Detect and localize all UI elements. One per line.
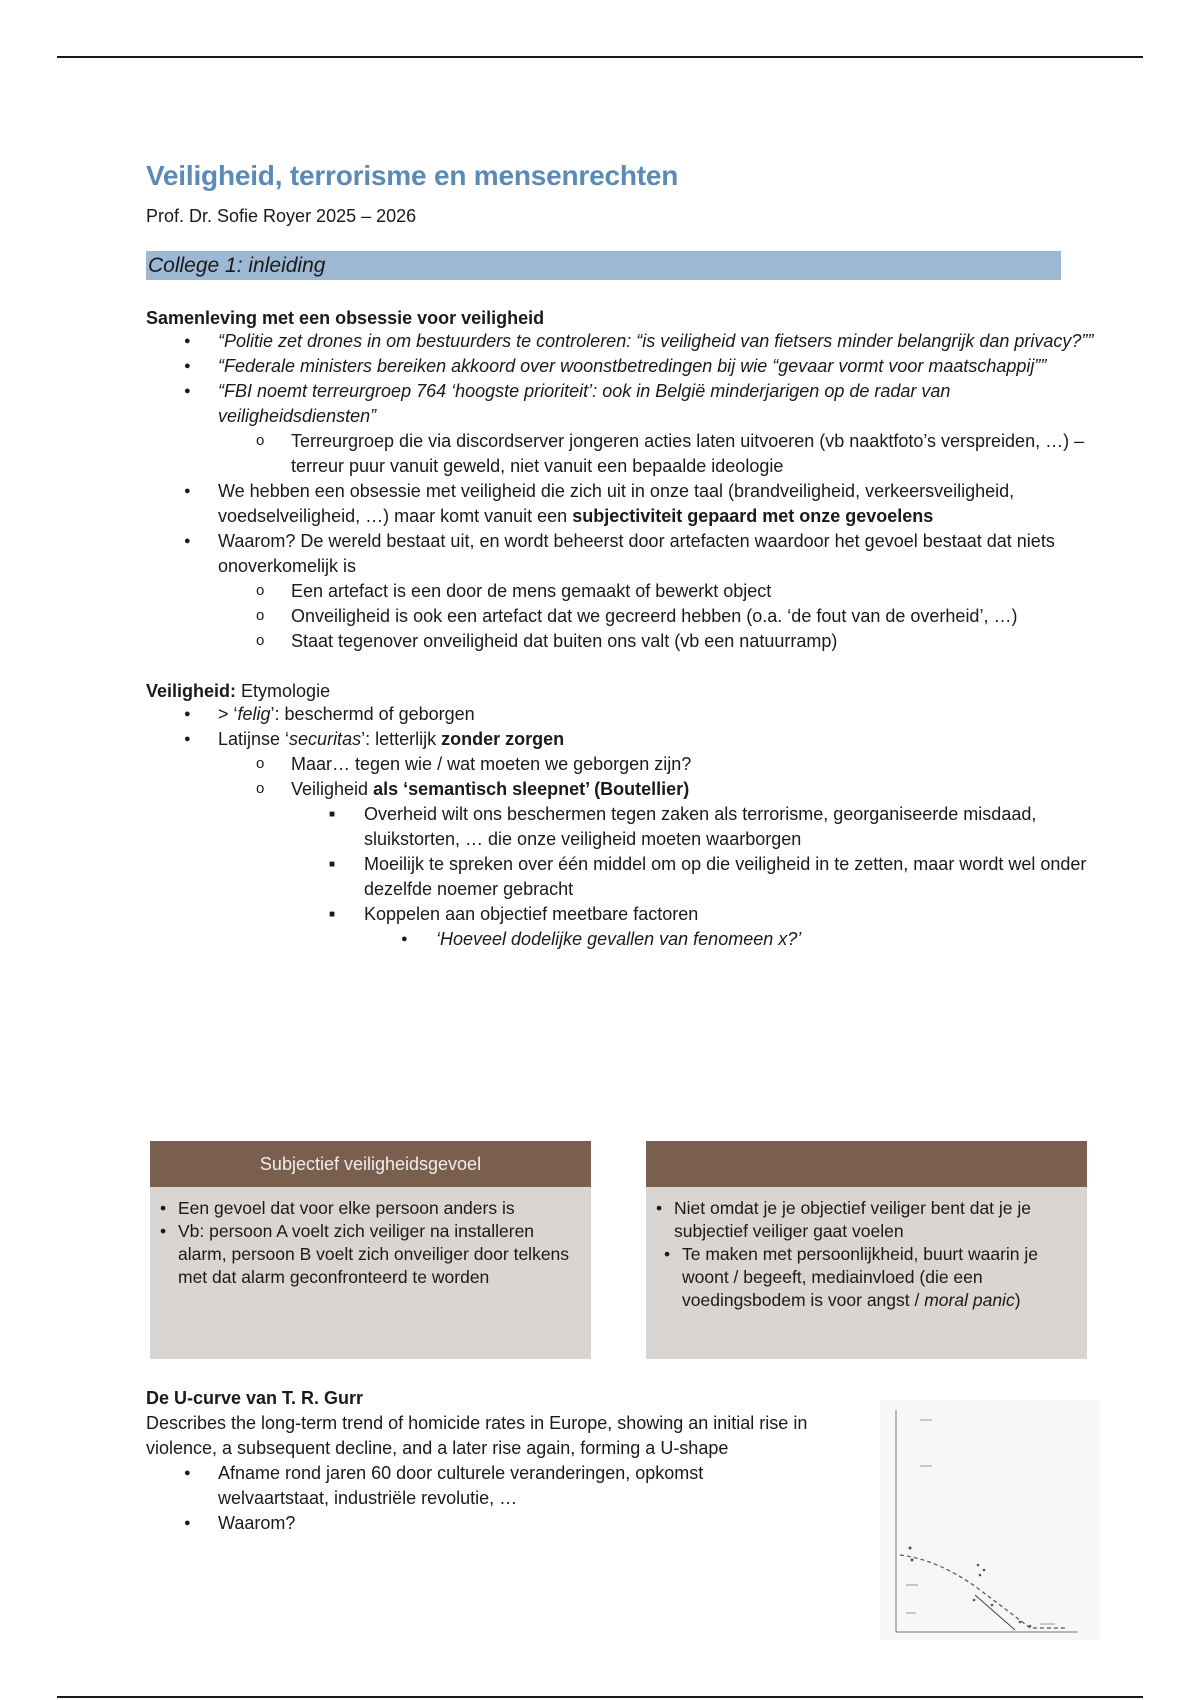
graph-trend-line	[900, 1555, 1065, 1628]
sub-list-item: o Maar… tegen wie / wat moeten we geborgen zijn?	[146, 752, 1096, 777]
section-heading-bold: Veiligheid:	[146, 681, 237, 701]
comparison-boxes	[150, 1141, 1085, 1359]
homicide-graph-svg	[880, 1400, 1100, 1640]
objective-box-body	[646, 1187, 1087, 1312]
list-item	[146, 702, 1096, 727]
college-heading: College 1: inleiding	[146, 251, 1061, 280]
list-item	[146, 529, 1096, 654]
sub-list-item	[146, 777, 1096, 952]
level4-list-item: ● ‘Hoeveel dodelijke gevallen van fenomeen x?’	[146, 927, 1096, 952]
subjective-box-body	[150, 1187, 591, 1289]
text-italic: securitas	[289, 729, 362, 749]
text-italic: moral panic	[924, 1290, 1015, 1310]
text-part: Te maken met persoonlijkheid, buurt waarin je woont / begeeft, mediainvloed (die een voedingsbodem is voor angst /	[682, 1244, 1039, 1310]
sub-list-item: o Staat tegenover onveiligheid dat buiten ons valt (vb een natuurramp)	[146, 629, 1096, 654]
box-bullet: • Niet omdat je je objectief veiliger bent dat je je subjectief veiliger gaat voelen	[656, 1197, 1077, 1243]
top-rule	[57, 56, 1143, 58]
ucurve-section	[146, 1386, 866, 1536]
sub-list	[218, 579, 1096, 654]
list-item-emphasis: subjectiviteit gepaard met onze gevoelens	[572, 506, 934, 526]
graph-tick-marks	[906, 1420, 1055, 1624]
sub-sub-list	[291, 802, 1096, 952]
text-part: > ‘	[218, 704, 238, 724]
section2-list	[146, 702, 1096, 952]
box-bullet: • Vb: persoon A voelt zich veiliger na installeren alarm, persoon B voelt zich onveiliger door telkens met dat alarm geconfronteerd te worden	[160, 1220, 581, 1289]
list-item: ● Waarom?	[146, 1511, 706, 1536]
graph-segment	[975, 1595, 1015, 1630]
text-part: Koppelen aan objectief meetbare factoren	[364, 904, 699, 924]
list-item	[146, 479, 1096, 529]
list-item-text: Waarom? De wereld bestaat uit, en wordt beheerst door artefacten waardoor het gevoel bestaat dat niets onoverkomelijk is	[218, 531, 1055, 576]
section-heading-rest: Etymologie	[236, 681, 331, 701]
text-part: Latijnse ‘	[218, 729, 290, 749]
section-heading-obsessie: Samenleving met een obsessie voor veiligheid	[146, 308, 545, 328]
subjective-box-title: Subjectief veiligheidsgevoel	[150, 1141, 591, 1187]
ucurve-list	[146, 1461, 706, 1536]
objective-box-title	[646, 1141, 1087, 1187]
subjective-box	[150, 1141, 591, 1359]
sub-sub-list-item: ■ Overheid wilt ons beschermen tegen zaken als terrorisme, georganiseerde misdaad, sluikstorten, … die onze veiligheid moeten waarborgen	[146, 802, 1096, 852]
list-item: ● Afname rond jaren 60 door culturele veranderingen, opkomst welvaartstaat, industriële revolutie, …	[146, 1461, 706, 1511]
level4-list	[364, 927, 1096, 952]
page-title: Veiligheid, terrorisme en mensenrechten	[146, 160, 679, 191]
homicide-graph-thumbnail	[880, 1400, 1100, 1640]
text-part: ’: beschermd of geborgen	[270, 704, 475, 724]
list-item-text: “FBI noemt terreurgroep 764 ‘hoogste prioriteit’: ook in België minderjarigen op de radar van veiligheidsdiensten”	[218, 381, 951, 426]
text-bold: zonder zorgen	[441, 729, 565, 749]
ucurve-heading: De U-curve van T. R. Gurr	[146, 1388, 364, 1408]
text-part: ’: letterlijk	[361, 729, 442, 749]
sub-list-item: o Terreurgroep die via discordserver jongeren acties laten uitvoeren (vb naaktfoto’s verspreiden, …) – terreur puur vanuit geweld, niet vanuit een bepaalde ideologie	[146, 429, 1096, 479]
list-item: ● “Politie zet drones in om bestuurders te controleren: “is veiligheid van fietsers minder belangrijk dan privacy?””	[146, 329, 1096, 354]
list-item	[146, 379, 1096, 479]
section-heading-etymologie	[146, 681, 1096, 702]
bottom-rule	[57, 1696, 1143, 1698]
list-item: ● “Federale ministers bereiken akkoord over woonstbetredingen bij wie “gevaar vormt voor maatschappij””	[146, 354, 1096, 379]
objective-box	[646, 1141, 1087, 1359]
sub-list	[218, 429, 1096, 479]
list-item	[146, 727, 1096, 952]
sub-list-item: o Een artefact is een door de mens gemaakt of bewerkt object	[146, 579, 1096, 604]
text-part: )	[1014, 1290, 1021, 1310]
sub-list-item: o Onveiligheid is ook een artefact dat we gecreerd hebben (o.a. ‘de fout van de overheid’, …)	[146, 604, 1096, 629]
page-subtitle: Prof. Dr. Sofie Royer 2025 – 2026	[146, 206, 417, 226]
document-body	[146, 160, 1096, 952]
section1-list	[146, 329, 1096, 654]
text-bold: als ‘semantisch sleepnet’ (Boutellier)	[373, 779, 690, 799]
sub-sub-list-item: ■ Moeilijk te spreken over één middel om op die veiligheid in te zetten, maar wordt wel onder dezelfde noemer gebracht	[146, 852, 1096, 902]
box-bullet	[656, 1243, 1077, 1312]
text-italic: felig	[237, 704, 271, 724]
text-part: Veiligheid	[291, 779, 374, 799]
sub-sub-list-item	[146, 902, 1096, 952]
box-bullet: • Een gevoel dat voor elke persoon anders is	[160, 1197, 581, 1220]
ucurve-description: Describes the long-term trend of homicide rates in Europe, showing an initial rise in violence, a subsequent decline, and a later rise again, forming a U-shape	[146, 1413, 808, 1458]
list-item-text: We hebben een obsessie met veiligheid die zich uit in onze taal (brandveiligheid, verkeersveiligheid, voedselveiligheid, …) maar komt vanuit een	[218, 481, 1015, 526]
sub-list	[218, 752, 1096, 952]
